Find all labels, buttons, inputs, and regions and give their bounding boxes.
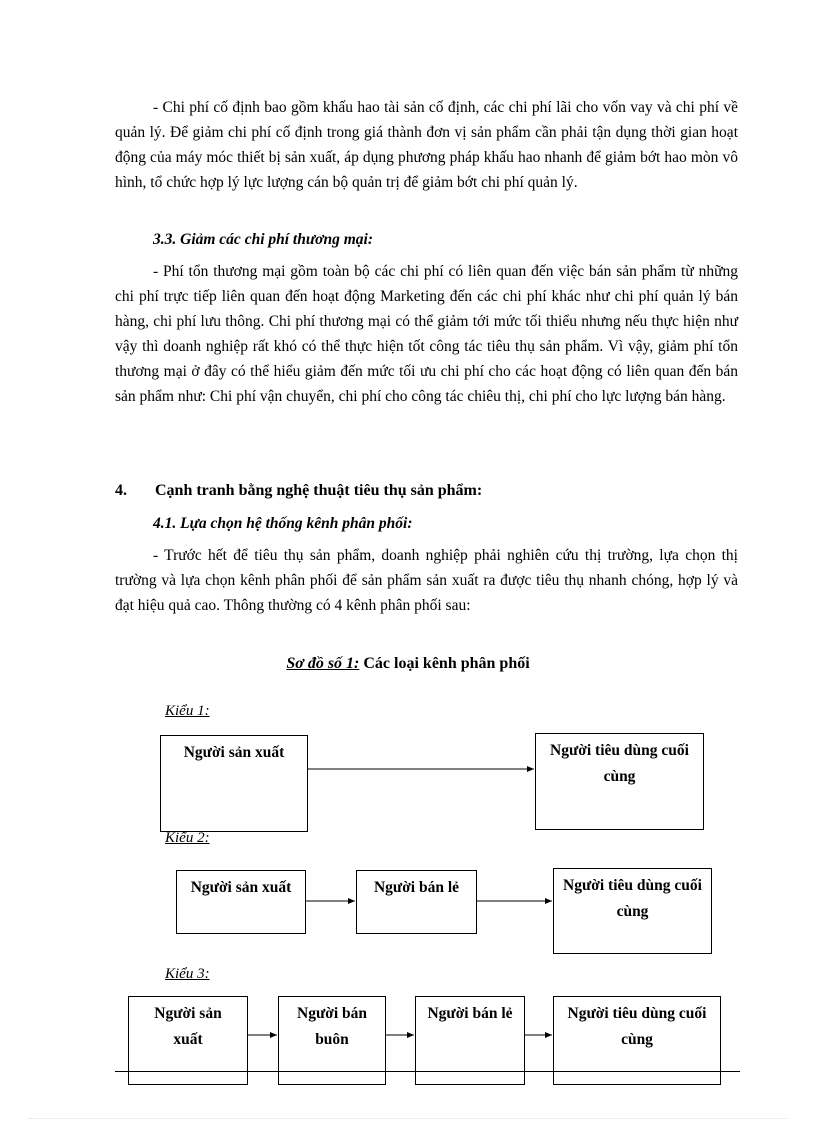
kieu-1-label: Kiểu 1: [165, 703, 210, 719]
k3-producer-box: Người sản xuất [128, 996, 248, 1085]
paragraph-fixed-costs: - Chi phí cố định bao gồm khấu hao tài sản cố định, các chi phí lãi cho vốn vay và chi phí về quản lý. Để giảm chi phí cố định trong giá thành đơn vị sản phẩm cần phải tận dụng thời gian hoạt động của máy móc thiết bị sản xuất, áp dụng phương pháp khấu hao nhanh để giảm bớt hao mòn vô hình, tổ chức hợp lý lực lượng cán bộ quản trị để giảm bớt chi phí quản lý. [115, 99, 738, 191]
diagram-caption-title: Các loại kênh phân phối [363, 655, 530, 672]
paragraph-commercial-costs: - Phí tổn thương mại gồm toàn bộ các chi phí có liên quan đến việc bán sản phẩm từ những chi phí trực tiếp liên quan đến hoạt động Marketing đến các chi phí khác như chi phí quản lý bán hàng, chi phí lưu thông. Chi phí thương mại có thể giảm tới mức tối thiểu nhưng nếu thực hiện như vậy thì doanh nghiệp rất khó có thể thực hiện tốt công tác tiêu thụ sản phẩm. Vì vậy, giảm phí tổn thương mại ở đây có thể hiểu giảm đến mức tối ưu chi phí cho các hoạt động có liên quan đến bán sản phẩm như: Chi phí vận chuyển, chi phí cho công tác chiêu thị, chi phí cho lực lượng bán hàng. [115, 263, 738, 405]
footer-rule [115, 1071, 740, 1072]
kieu-2-label: Kiểu 2: [165, 830, 210, 846]
k2-consumer-box: Người tiêu dùng cuối cùng [553, 868, 712, 954]
paragraph-distribution: - Trước hết để tiêu thụ sản phẩm, doanh nghiệp phải nghiên cứu thị trường, lựa chọn thị trường và lựa chọn kênh phân phối để sản phẩm sản xuất ra được tiêu thụ nhanh chóng, hợp lý và đạt hiệu quả cao. Thông thường có 4 kênh phân phối sau: [115, 547, 738, 614]
heading-4-1: 4.1. Lựa chọn hệ thống kênh phân phối: [153, 515, 413, 532]
k2-producer-box: Người sản xuất [176, 870, 306, 934]
heading-3-3: 3.3. Giảm các chi phí thương mại: [153, 231, 373, 248]
page-bottom-dots [28, 1118, 788, 1119]
k3-wholesaler-box: Người bán buôn [278, 996, 386, 1085]
k1-producer-box: Người sản xuất [160, 735, 308, 832]
diagram-caption-label: Sơ đồ số 1: [286, 655, 360, 672]
k3-consumer-box: Người tiêu dùng cuối cùng [553, 996, 721, 1085]
k1-consumer-box: Người tiêu dùng cuối cùng [535, 733, 704, 830]
k3-retailer-box: Người bán lẻ [415, 996, 525, 1085]
kieu-3-label: Kiểu 3: [165, 966, 210, 982]
heading-4-number: 4. [115, 482, 127, 499]
k2-retailer-box: Người bán lẻ [356, 870, 477, 934]
heading-4-text: Cạnh tranh bằng nghệ thuật tiêu thụ sản phẩm: [155, 482, 483, 499]
